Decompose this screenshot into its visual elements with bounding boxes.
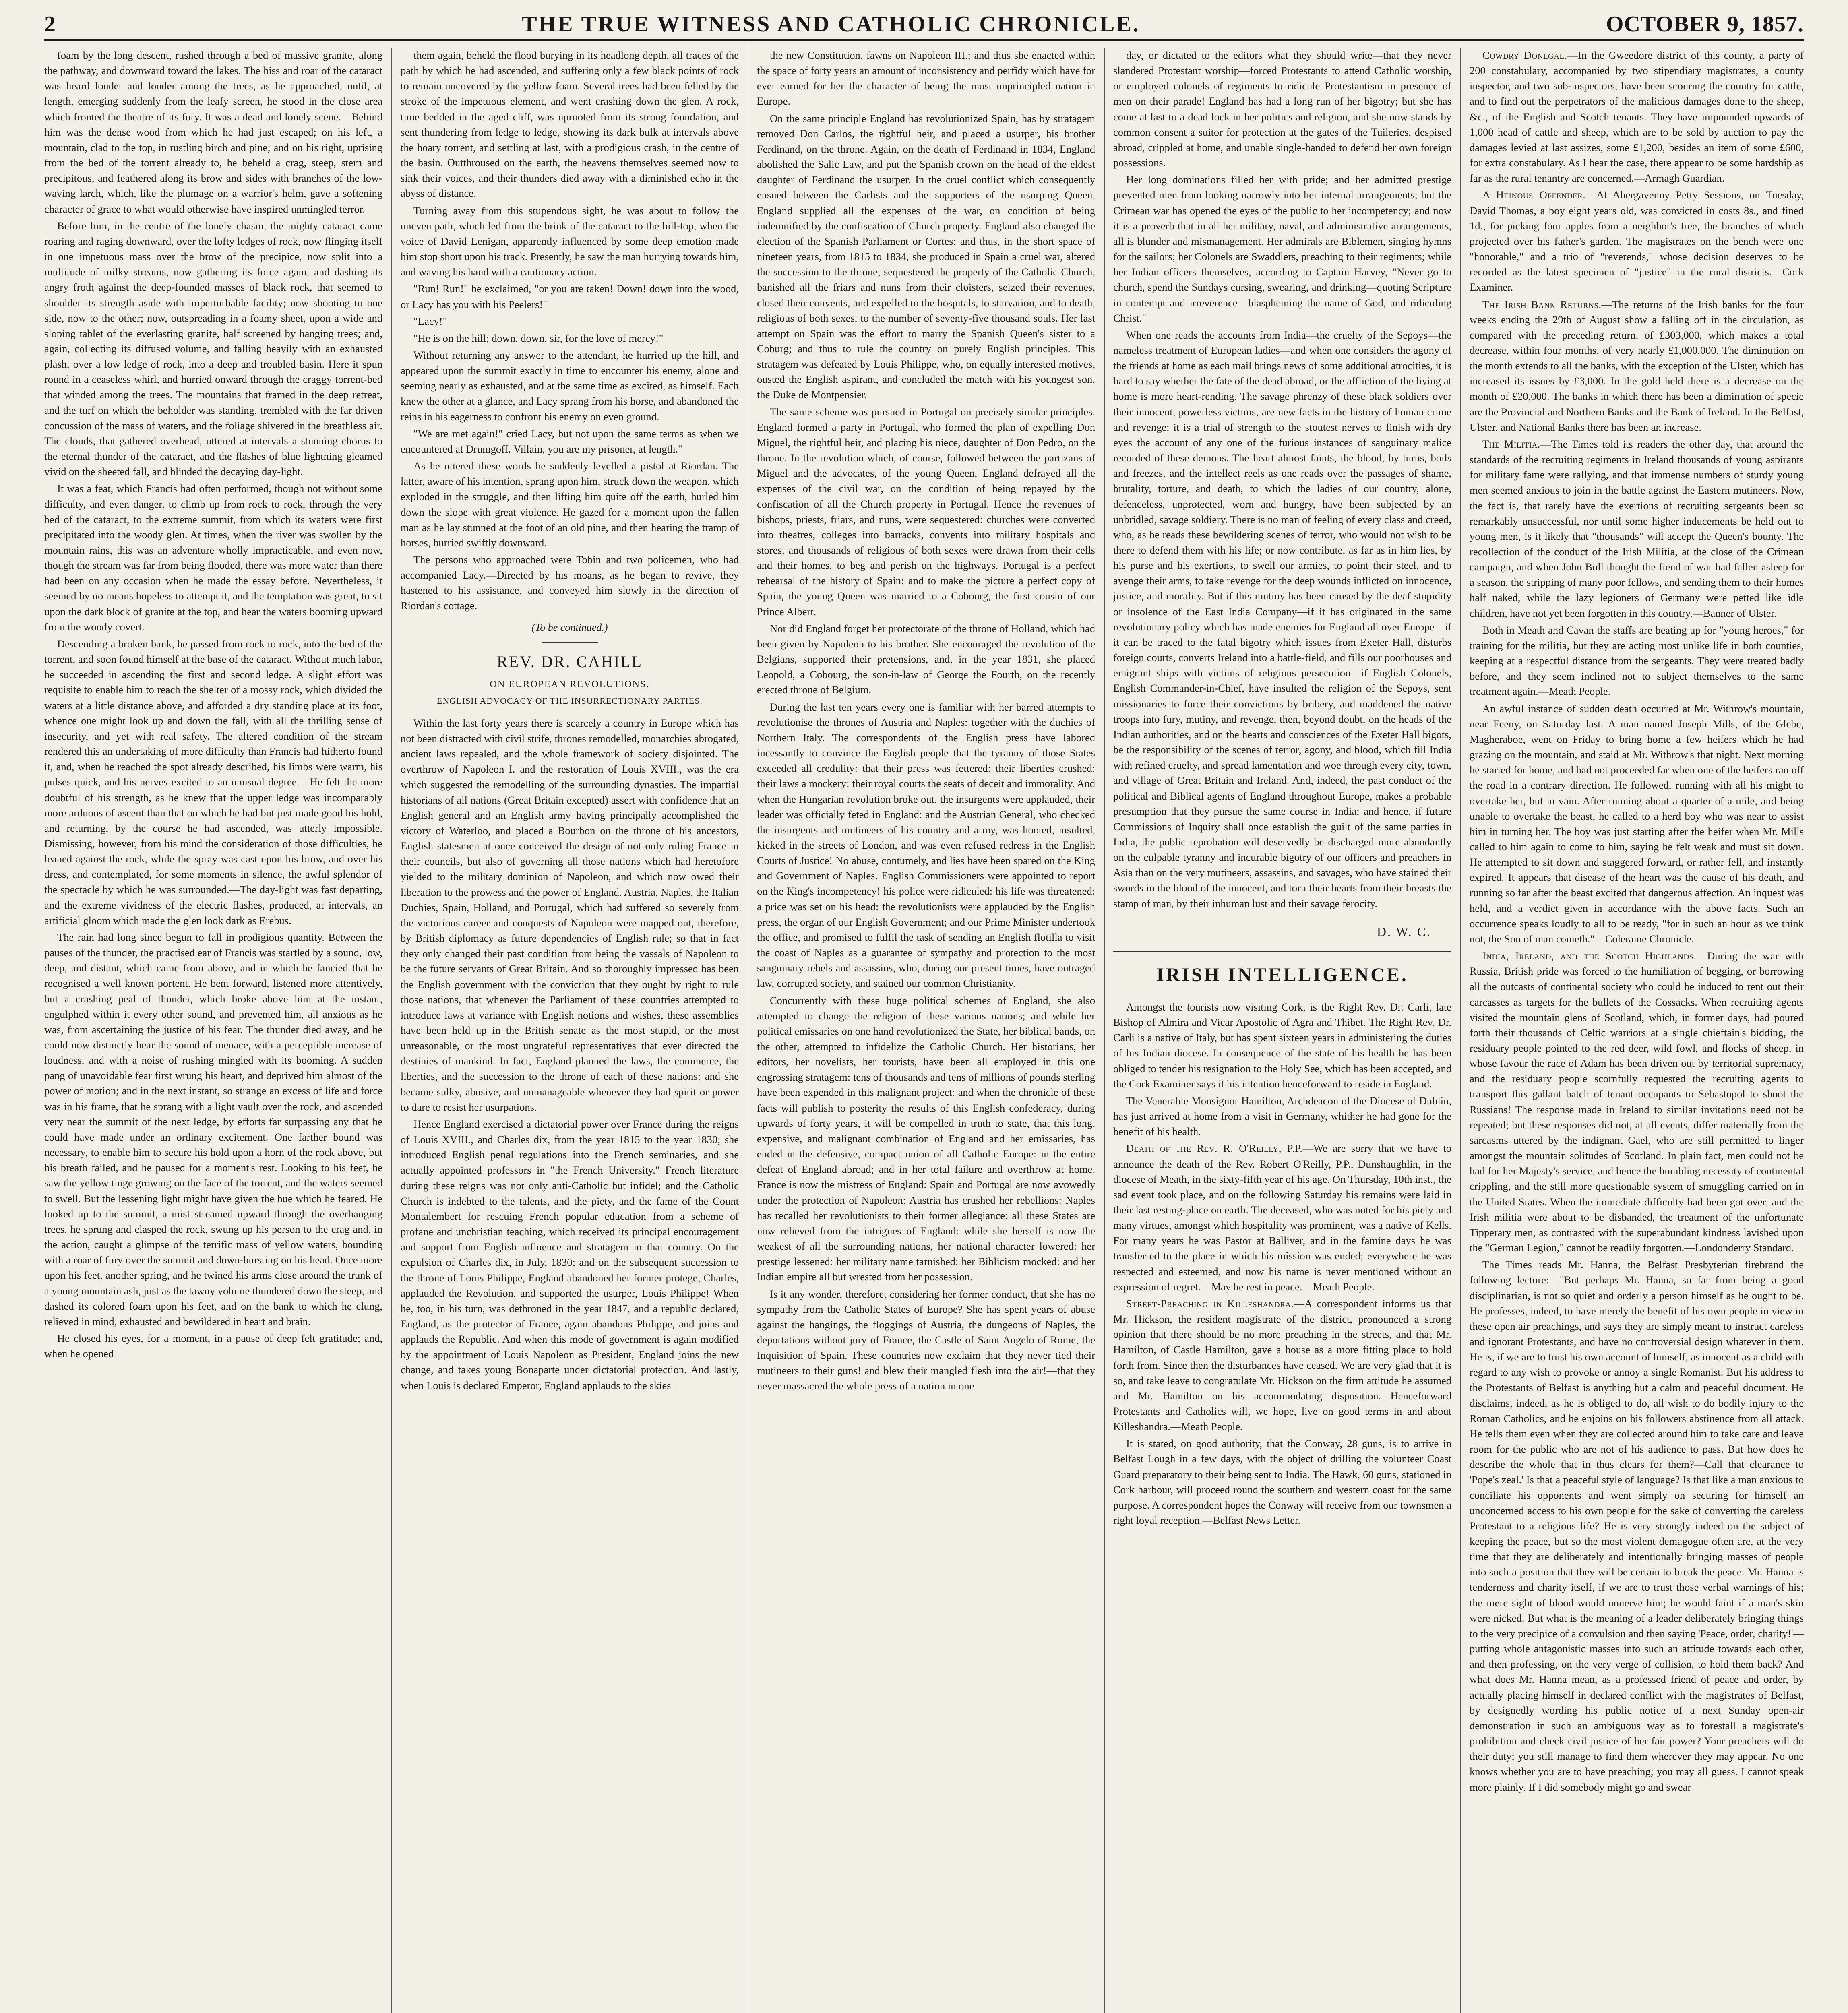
article-paragraph: Descending a broken bank, he passed from rock to rock, into the bed of the torrent, and soon found himself at the base of the cataract. Without much labor, he succeeded in ascending the first and second ledge. A slight effort was requisite to enable him to reach the shelter of a mossy rock, which divided the waters at a little distance above, and afforded a dry standing place at its foot, whence one might look up and down the fall, with all the thrilling sense of insecurity, and yet with real safety. The altered condition of the stream rendered this an undertaking of more difficulty than Francis had hitherto found it, and, when he reached the spot already described, his limbs were warm, his pulses quick, and his nerves excited to an unusual degree.—He felt the more doubtful of his strength, as he knew that the upper ledge was incomparably more arduous of ascent than that on which he had but just made good his hold, and returning, by the course he had ascended, was utterly impossible. Dismissing, however, from his mind the consideration of those difficulties, he leaned against the rock, while the spray was cast upon his brow, and over his dress, and contemplated, for some moments in silence, the awful splendor of the spectacle by which he was surrounded.—The day-light was fast departing, and the extreme vividness of the electric flashes, produced, at intervals, an artificial gloom which made the glen look dark as Erebus. [44,637,382,926]
masthead-title: THE TRUE WITNESS AND CATHOLIC CHRONICLE. [522,12,1140,37]
news-item-title: India, Ireland, and the Scotch Highlands. [1482,950,1697,962]
news-item [1113,1296,1451,1434]
news-item-text: It is stated, on good authority, that the Conway, 28 guns, is to arrive in Belfast Lough in a few days, with the object of drilling the volunteer Coast Guard preparatory to their being sent to India. The Hawk, 60 guns, stationed in Cork harbour, will proceed round the southern and western coast for the same purpose. A correspondent hopes the Conway will receive from our townsmen a right loyal reception.—Belfast News Letter. [1113,1437,1451,1527]
article-paragraph: Nor did England forget her protectorate of the throne of Holland, which had been given by Napoleon to his brother. She encouraged the revolution of the Belgians, supported their pretensions, and, in the year 1831, she placed Leopold, a Cobourg, the son-in-law of George the Fourth, on the recently erected throne of Belgium. [757,622,1095,696]
news-item-text: —A correspondent informs us that Mr. Hickson, the resident magistrate of the district, pronounced a strong opinion that there should be no more preaching in the streets, and that Mr. Hamilton, of Castle Hamilton, gave a house as a more fitting place to hold forth from. Since then the disturbances have ceased. We are very glad that it is so, and take leave to congratulate Mr. Hickson on the firm attitude he assumed and Mr. Hamilton on his accommodating disposition. Henceforward Protestants and Catholics will, we hope, live on good terms in and about Killeshandra.—Meath People. [1113,1297,1451,1433]
article-paragraph: day, or dictated to the editors what they should write—that they never slandered Protestant worship—forced Protestants to attend Catholic worship, or employed colonels of regiments to ridicule Protestantism in presence of men on their parade! England has had a long run of her bigotry; but she has come at last to a dead lock in her politics and religion, and she now stands by common consent a suitor for protection at the gates of the Tuileries, despised abroad, crippled at home, and unable single-handed to defend her own foreign possessions. [1113,49,1451,169]
article-paragraph: When one reads the accounts from India—the cruelty of the Sepoys—the nameless treatment of European ladies—and when one considers the agony of the friends at home as each mail brings news of some additional atrocities, it is hard to say whether the fate of the dead abroad, or the affliction of the living at home is more heart-rending. The savage phrenzy of these black soldiers over their innocent, powerless victims, are new facts in the history of human crime and revenge; it is a trial of strength to the stoutest nerves to finish with dry eyes the account of any one of the furious instances of sanguinary malice recorded of these demons. The heart almost faints, the blood, by turns, boils and freezes, and the intellect reels as one reads over the passages of shame, brutality, torture, and death, to which the ladies of our country, alone, defenceless, unprotected, worn and hungry, have been subjected by an unbridled, savage soldiery. There is no man of feeling of every class and creed, who, as he reads these bewildering scenes of terror, who would not wish to be there to defend them with his life; or now contribute, as far as in him lies, by his purse and his exertions, to swell our armies, to point their steel, and to avenge their arms, to take revenge for the deep wounds inflicted on innocence, justice, and morality. But if this mutiny has been caused by the deaf stupidity or insolence of the East India Company—if it has originated in the same revolutionary policy which has made enemies for England all over Europe—if it can be traced to the fatal bigotry which issues from Exeter Hall, disturbs foreign courts, converts Ireland into a battle-field, and fills our poorhouses and emigrant ships with victims of religious persecution—if English Colonels, English Commander-in-Chief, have insulted the religion of the Sepoys, sent missionaries to force their convictions by bribery, and maddened the native troops into fury, mutiny, and revenge, then, beyond doubt, on the heads of the Indian authorities, and on the hearts and consciences of the Exeter Hall bigots, be the responsibility of the scenes of terror, agony, and blood, which fill India with refined cruelty, and spread lamentation and woe through every city, town, and village of Great Britain and Ireland. And, indeed, the past conduct of the political and Biblical agents of England throughout Europe, makes a probable presumption that they pursue the same course in India; and hence, if future Commissions of Inquiry shall once establish the guilt of the same parties in India, the public reprobation will deservedly be discharged more abundantly on the culpable tyranny and incurable bigotry of our officers and preachers in Asia than on the very mutineers, assassins, and savages, who have stained their swords in the blood of the innocent, and torn their hearts from their breasts the stamp of man, by their inhuman lust and their savage ferocity. [1113,329,1451,909]
news-item-title: Street-Preaching in Killeshandra. [1126,1297,1294,1310]
column-5 [1470,48,1804,2013]
news-item [1470,297,1804,435]
article-paragraph: During the last ten years every one is familiar with her barred attempts to revolutionise the thrones of Austria and Naples: together with the duchies of Northern Italy. The correspondents of the English press have labored incessantly to convince the English people that the tyranny of those States exceeded all credulity: that their press was fettered: their liberties crushed: their laws a mockery: their royal courts the seats of deceit and immorality. And when the Hungarian revolution broke out, the insurgents were applauded, their leader was officially feted in England: and the Austrian General, who checked the insurgents and mutineers of his country and army, was hooted, insulted, kicked in the streets of London, and was even refused redress in the English Courts of Justice! No abuse, contumely, and lies have been spared on the King and Government of Naples. English Commissioners were appointed to report on the King's incompetency! his police were ridiculed: his life was threatened: a price was set on his head: the revolutionists were applauded by the English press, the organ of our English Government; and our Prime Minister undertook the office, and promised to fulfil the task of sending an English flotilla to visit the coast of Naples as a guarantee of sympathy and protection to the most sanguinary rebels and assassins, who, during our present times, have outraged law, corrupted society, and stained our common Christianity. [757,701,1095,990]
news-item [1113,1093,1451,1139]
article-paragraph: Concurrently with these huge political schemes of England, she also attempted to change the religion of these various nations; and while her political emissaries on one hand revolutionized the State, her biblical bands, on the other, attempted to infidelize the Catholic Church. Her historians, her editors, her novelists, her tourists, have been all employed in this one engrossing stratagem: tens of thousands and tens of millions of pounds sterling have been expended in this malignant project: and when the chronicle of these facts will publish to posterity the results of this English confederacy, during upwards of forty years, it will be compelled in truth to state, that this long, expensive, and malignant combination of England and her emissaries, has ended in the defensive, compact union of all Catholic Europe: in the entire defeat of England abroad; and in her total failure and overthrow at home. France is now the mistress of England: Spain and Portugal are now avowedly under the protection of Napoleon: Austria has crushed her rebellions: Naples has recalled her revolutionists to their former allegiance: all these States are now relieved from the intrigues of England: while she herself is now the weakest of all the surrounding nations, her national character lowered: her prestige lessened: her military name tarnished: her Biblicism mocked: and her Indian empire all but wrested from her possession. [757,994,1095,1283]
signature: D. W. C. [1377,924,1431,939]
news-item [1470,187,1804,295]
article-paragraph: The same scheme was pursued in Portugal on precisely similar principles. England formed a party in Portugal, who formed the plan of expelling Don Miguel, the rightful heir, and placing his niece, daughter of Don Pedro, on the throne. In the revolution which, of course, followed between the partizans of Miguel and the advocates, of the young Queen, England defrayed all the expenses of the civil war, on the condition of being repayed by the confiscation of all the Church property in Portugal. Hence the revenues of bishops, priests, friars, and nuns, were sequestered: churches were converted into theatres, colleges into barracks, convents into military hospitals and stores, and thousands of religious of both sexes were drawn from their cells and their homes, to beg and perish on the highways. Portugal is a perfect rehearsal of the history of Spain: and to make the picture a perfect copy of Spain, the young Queen was married to a Cobourg, the first cousin of our Prince Albert. [757,405,1095,618]
column-4 [1113,48,1451,2013]
article-paragraph: them again, beheld the flood burying in its headlong depth, all traces of the path by which he had ascended, and suffering only a few black points of rock to remain uncovered by the yellow foam. Several trees had been felled by the stroke of the impetuous element, and went crashing down the glen. A rock, time bedded in the aged cliff, was uprooted from its strong foundation, and sent thundering from ledge to ledge, showing its dark bulk at intervals above the hoary torrent, and settling at last, with a prodigious crash, in the centre of the basin. Outthroused on the earth, the heavens themselves seemed now to sink their voices, and their thunders died away with a diminished echo in the abyss of distance. [401,49,739,200]
article-paragraph: On the same principle England has revolutionized Spain, has by stratagem removed Don Carlos, the rightful heir, and placed a usurper, his brother Ferdinand, on the throne. Again, on the death of Ferdinand in 1834, England abolished the Salic Law, and put the Spanish crown on the head of the eldest daughter of Ferdinand the usurper. In the cruel conflict which consequently ensued between the Carlists and the supporters of the usurping Queen, England supplied all the expenses of the war, on condition of being indemnified by the confiscation of Church property. England also changed the election of the Spanish Parliament or Cortes; and thus, in the short space of nineteen years, from 1815 to 1834, she produced in Spain a cruel war, altered the succession to the throne, sequestered the property of the Catholic Church, banished all the friars and nuns from their cloisters, seized their revenues, closed their convents, and expelled to the hospitals, to starvation, and to death, religious of both sexes, to the number of seventy-five thousand souls. Her last attempt on Spain was the effort to marry the Spanish Queen's sister to a Coburg; and thus to rule the country on purely English principles. This stratagem was defeated by Louis Philippe, who, on equally interested motives, ousted the English aspirant, and concluded the match with his youngest son, the Duke de Montpensier. [757,112,1095,401]
article-paragraph: The persons who approached were Tobin and two policemen, who had accompanied Lacy.—Directed by his moans, as he began to revive, they hastened to his assistance, and conveyed him slowly in the direction of Riordan's cottage. [401,554,739,612]
article-paragraph: Is it any wonder, therefore, considering her former conduct, that she has no sympathy from the Catholic States of Europe? She has spent years of abuse against the hangings, the floggings of Austria, the dungeons of Naples, the deportations without jury of France, the Castle of Saint Angelo of Rome, the Inquisition of Spain. These countries now exclaim that they never tied their mutineers to their guns! and blew their mangled flesh into the air!—that they never massacred the whole press of a nation in one [757,1288,1095,1392]
news-item [1113,1141,1451,1294]
news-item-text: Amongst the tourists now visiting Cork, is the Right Rev. Dr. Carli, late Bishop of Almira and Vicar Apostolic of Agra and Thibet. The Right Rev. Dr. Carli is a native of Italy, but has spent sixteen years in administering the duties of his Indian diocese. In consequence of the state of his health he has been obliged to tender his resignation to the Holy See, which has been accepted, and the Cork Examiner says it his intention henceforward to reside in England. [1113,1000,1451,1090]
news-item-text: —During the war with Russia, British pride was forced to the humiliation of begging, or borrowing all the outcasts of continental society who could be induced to rent out their carcasses as targets for the bullets of the Cossacks. When recruiting agents visited the mountain glens of Scotland, which, in former days, had poured forth their thousands of Celtic warriors at a single chieftain's bidding, the residuary people pointed to the red deer, wild fowl, and flocks of sheep, in whose favour the race of Adam has been driven out by territorial supremacy, and the residuary people scornfully requested the recruiting agents to transport this gallant batch of tenant occupants to Sebastopol to shoot the Russians! The response made in Ireland to similar invitations need not be repeated; but these responses did not, at all events, differ materially from the sarcasms uttered by the indignant Gael, who are still permitted to linger amongst the mountain solitudes of Scotland. In plain fact, men could not be had for her Majesty's service, and hence the humbling necessity of continental crippling, and the still more questionable system of smuggling carried on in the United States. When the immediate difficulty had been got over, and the Irish militia were about to be disbanded, the treatment of the unfortunate Tipperary men, as contrasted with the superabundant kindness lavished upon the "German Legion," cannot be readily forgotten.—Londonderry Standard. [1470,950,1804,1254]
article-paragraph: Within the last forty years there is scarcely a country in Europe which has not been distracted with civil strife, thrones remodelled, monarchies abrogated, ancient laws repealed, and the whole framework of society disjointed. The overthrow of Napoleon I. and the restoration of Louis XVIII., was the era which suggested the remodelling of the surrounding dynasties. The impartial historians of all nations (Great Britain excepted) assert with confidence that an English general and an English army having principally accomplished the victory of Waterloo, and placed a Bourbon on the throne of his ancestors, English statesmen at once conceived the design of not only ruling France in their councils, but also of governing all those nations which had heretofore yielded to the military dominion of Napoleon, and which now owed their liberation to the prowess and the power of England. Austria, Naples, the Italian Duchies, Spain, Holland, and Portugal, which had suffered so severely from the victorious career and conquests of Napoleon were mapped out, therefore, by British diplomacy as future dependencies of English rule; so that in fact they only changed their past condition from being the vassals of Napoleon to be the future servants of Great Britain. And so thoroughly impressed has been the English government with the conviction that they ought by right to rule those nations, that whenever the Parliament of these countries attempted to introduce laws at variance with English notions and wishes, these assemblies have been held up in the British senate as the most stupid, or the most unreasonable, or the most ungrateful representatives that ever directed the destinies of mankind. In fact, England planned the laws, the commerce, the liberties, and the succession to the throne of each of these nations: and she became sulky, abusive, and unmanageable whenever they had spirit or power to dare to resist her usurpations. [401,717,739,1113]
column-1 [44,48,382,2013]
article-paragraph: "He is on the hill; down, down, sir, for the love of mercy!" [413,332,664,344]
article-subtitle: ON EUROPEAN REVOLUTIONS. [490,679,650,690]
news-item [1470,1257,1804,1794]
news-item [1113,1436,1451,1528]
news-item [1470,48,1804,186]
news-item [1470,701,1804,947]
news-item [1470,622,1804,699]
article-paragraph: Her long dominations filled her with pride; and her admitted prestige prevented men from looking narrowly into her internal arrangements; but the Crimean war has opened the eyes of the public to her incompetency; and now it is a proverb that in all her military, naval, and administrative arrangements, all is blunder and mismanagement. Her admirals are Biblemen, singing hymns for the sailors; her Colonels are Swaddlers, preaching to their regiments; while her Indian officers themselves, according to Captain Harvey, "Never go to church, spend the Sundays cursing, swearing, and drinking—quoting Scripture in contempt and irreverence—blaspheming the name of God, and ridiculing Christ." [1113,174,1451,324]
news-item-title: Death of the Rev. R. O'Reilly, P.P. [1126,1142,1303,1155]
article-paragraph: foam by the long descent, rushed through a bed of massive granite, along the pathway, and downward toward the lakes. The hiss and roar of the cataract was heard louder and louder among the trees, as he approached, until, at length, emerging suddenly from the leafy screen, he stood in the close area which fronted the theatre of its fury. It was a dead and lonely scene.—Behind him was the dense wood from which he had just escaped; on his left, a mountain, clad to the top, in rustling birch and pine; and on his right, uprising from the bed of the torrent already to, he beheld a crag, steep, stern and precipitous, and feathered along its brow and sides with branches of the low-waving larch, which, like the plumage on a warrior's helm, gave a softening character of grace to what would otherwise have inspired unmingled terror. [44,49,382,215]
news-item-title: Cowdry Donegal. [1482,49,1567,61]
article-paragraph: the new Constitution, fawns on Napoleon III.; and thus she enacted within the space of forty years an amount of inconsistency and perfidy which have for ever earned for her the character of being the most unprincipled nation in Europe. [757,49,1095,107]
article-paragraph: Turning away from this stupendous sight, he was about to follow the uneven path, which led from the brink of the cataract to the hill-top, when the voice of David Lenigan, apparently influenced by some deep emotion made him stop short upon his track. Presently, he saw the man hurrying towards him, and waving his hand with a cautionary action. [401,204,739,278]
article-paragraph: "We are met again!" cried Lacy, but not upon the same terms as when we encountered at Drumgoff. Villain, you are my prisoner, at length." [401,427,739,455]
news-item [1113,999,1451,1091]
news-item-title: The Militia. [1482,438,1540,450]
column-3 [757,48,1095,2013]
column-2 [401,48,739,2013]
column-rule [391,48,392,2013]
article-deck: ENGLISH ADVOCACY OF THE INSURRECTIONARY PARTIES. [437,696,703,706]
article-paragraph: He closed his eyes, for a moment, in a pause of deep felt gratitude; and, when he opened [44,1332,382,1360]
section-divider [542,642,598,643]
section-rule [1113,951,1451,952]
section-title: IRISH INTELLIGENCE. [1156,964,1408,986]
article-paragraph: As he uttered these words he suddenly levelled a pistol at Riordan. The latter, aware of his intention, sprang upon him, struck down the weapon, which exploded in the struggle, and then lifting him quite off the earth, hurled him down the slope with great violence. He gazed for a moment upon the fallen man as he lay stunned at the foot of an old pine, and then hearing the tramp of horses, hurried swiftly downward. [401,460,739,549]
article-paragraph: Hence England exercised a dictatorial power over France during the reigns of Louis XVIII., and Charles dix, from the year 1815 to the year 1830; she introduced English penal regulations into the French seminaries, and she actually appointed professors in "the French University." French literature during these reigns was not only anti-Catholic but infidel; and the Catholic Church is indebted to the talents, and the piety, and the fame of the Count Montalembert for rescuing French popular education from a scheme of profane and unchristian teaching, which received its principal encouragement and support from English influence and stratagem in that country. On the expulsion of Charles dix, in July, 1830; and on the subsequent succession to the throne of Louis Philippe, England abandoned her former protege, Charles, applauded the Revolution, and supported the usurper, Louis Philippe! When he, too, in his turn, was dethroned in the year 1847, and a republic declared, England, as the protector of France, again abandons Philippe, and joins and applauds the Republic. And when this mode of government is again modified by the appointment of Louis Napoleon as President, England joins the new change, and takes young Bonaparte under dictatorial protection. And lastly, when Louis is declared Emperor, England applauds to the skies [401,1118,739,1391]
article-paragraph: "Run! Run!" he exclaimed, "or you are taken! Down! down into the wood, or Lacy has you with his Peelers!" [401,283,739,310]
to-be-continued: (To be continued.) [531,621,608,633]
article-paragraph: It was a feat, which Francis had often performed, though not without some difficulty, and even danger, to climb up from rock to rock, through the very bed of the cataract, to the extreme summit, from which its waters were first precipitated into the woody glen. At times, when the river was swollen by the mountain rains, this was an adventure wholly impracticable, and even now, though the stream was far from being flooded, there was more water than there had been on any occasion when he made the essay before. Nevertheless, it seemed by no means hopeless to attempt it, and the temptation was great, to sit upon the dark block of granite at the top, and hear the waters booming upward from the woody covert. [44,482,382,633]
news-item-text: —The Times told its readers the other day, that around the standards of the recruiting regiments in Ireland thousands of young aspirants for military fame were rallying, and that immense numbers of sturdy young men seemed anxious to join in the battle against the Eastern mutineers. Now, the fact is, that rarely have the exertions of recruiting sergeants been so remarkably unsuccessful, nor until some higher inducements be held out to young men, is it likely that "thousands" will accept the Queen's bounty. The recollection of the conduct of the Irish Militia, at the close of the Crimean campaign, and when John Bull thought the fiend of war had fallen asleep for a season, the stripping of many poor fellows, and sending them to their homes half naked, while the lazy legioners of Germany were petted like idle children, have not yet been forgotten in this country.—Banner of Ulster. [1470,438,1804,619]
news-item-text: Both in Meath and Cavan the staffs are beating up for "young heroes," for training for the militia, but they are acting most unlike life in both counties, keeping at a respectful distance from the sergeants. They were treated badly before, and they seem inclined not to subject themselves to the same treatment again.—Meath People. [1470,624,1804,698]
article-title: REV. DR. CAHILL [496,653,643,671]
news-item-title: A Heinous Offender. [1482,189,1586,201]
column-rule [1460,48,1461,2013]
page-header [44,9,1804,41]
news-item-text: The Times reads Mr. Hanna, the Belfast Presbyterian firebrand the following lecture:—"But perhaps Mr. Hanna, so far from being a good disciplinarian, is not so quiet and orderly a person himself as he ought to be. He professes, indeed, to have merely the benefit of his own people in view in these open air preachings, and says they are simply meant to instruct careless and ignorant Protestants, and have no controversial design whatever in them. He is, if we are to trust his own account of himself, as innocent as a child with regard to any wish to provoke or annoy a single Romanist. But his address to the Protestants of Belfast is anything but a calm and peaceful document. He disclaims, indeed, as he is obliged to do, all wish to do bodily injury to the Roman Catholics, and he enjoins on his followers abstinence from all attack. He tells them even when they are collected around him to take care and leave room for the public who are not of his audience to pass. But how does he describe the whole that in thus clears for them?—Call that clearance to 'Pope's zeal.' Is that a peaceful style of language? Is that like a man anxious to conciliate his opponents and went simply on securing for himself an unconcerned access to his own people for the sake of converting the careless Protestant to a religious life? He is very strongly indeed on the subject of keeping the peace, but so the most violent demagogue often are, at the very time that they are deliberately and intentionally bringing masses of people into such a position that they will be certain to break the peace. Mr. Hanna is tenderness and charity itself, if we are to trust those verbal warnings of his; the mere sight of blood would unnerve him; he would faint if a man's skin were nicked. But what is the meaning of a leader deliberately bringing things to the very precipice of a convulsion and then saying 'Peace, order, charity!'—putting whole antagonistic masses into such an attitude towards each other, and then professing, on the very verge of collision, to hold them back? And what does Mr. Hanna mean, as a professed friend of peace and order, by actually placing himself in declared conflict with the magistrates of Belfast, by designedly wording his public notice of a next Sunday open-air demonstration in such an ambiguous way as to forestall a magistrate's prohibition and check civil justice of her fair power? Your preachers will do their duty; you still manage to find them wherever they may appear. No one knows whether you are to have preaching; you may all guess. I cannot speak more plainly. If I did somebody might go and swear [1470,1259,1804,1793]
news-item [1470,948,1804,1255]
news-item-text: —The returns of the Irish banks for the four weeks ending the 29th of August show a falling off in the circulation, as compared with the preceding return, of £303,000, which makes a total decrease, within four months, of very nearly £1,000,000. The diminution on the month extends to all the banks, with the exception of the Ulster, which has increased its issues by £3,000. In the gold held there is a decrease on the month of £20,000. The banks in which there has been a diminution of specie are the Provincial and Northern Banks and the Bank of Ireland. In the Belfast, Ulster, and National Banks there has been an increase. [1470,298,1804,433]
news-item-text: —In the Gweedore district of this county, a party of 200 constabulary, accompanied by two stipendiary magistrates, a county inspector, and two sub-inspectors, have been scouring the country for cattle, and to find out the perpetrators of the malicious damages done to the sheep, &c., of the English and Scotch tenants. They have impounded upwards of 1,000 head of cattle and sheep, which are to be sold by auction to pay the damages levied at last assizes, some £1,200, besides an item of some £600, for extra constabulary. As I hear the case, there appear to be some hardship as far as the rural tenantry are concerned.—Armagh Guardian. [1470,49,1804,184]
page-number: 2 [44,12,56,37]
columns [44,48,1804,2013]
issue-date: OCTOBER 9, 1857. [1606,12,1804,37]
article-paragraph: Without returning any answer to the attendant, he hurried up the hill, and appeared upon the summit exactly in time to encounter his enemy, alone and seeming nearly as exhausted, and at the same time as excited, as himself. Each knew the other at a glance, and Lacy sprang from his horse, and abandoned the reins in his eagerness to confront his enemy on even ground. [401,349,739,423]
news-item-text: —At Abergavenny Petty Sessions, on Tuesday, David Thomas, a boy eight years old, was convicted in costs 8s., and fined 1d., for picking four apples from a neighbor's tree, the branches of which projected over his father's garden. The magistrates on the bench were one "honorable," and a trio of "reverends," whose decision deserves to be recorded as the latest specimen of "justice" in the rural districts.—Cork Examiner. [1470,189,1804,293]
article-paragraph: The rain had long since begun to fall in prodigious quantity. Between the pauses of the thunder, the practised ear of Francis was startled by a sound, low, deep, and distant, which came from above, and in which he fancied that he recognised a well known portent. He bent forward, listened more attentively, but a crashing peal of thunder, which broke above him at the instant, engulphed within it every other sound, and prevented him, all anxious as he was, from ascertaining the justice of his fear. The thunder died away, and he could now distinctly hear the sound of menace, with a perceptible increase of loudness, and with a noise of rushing mingled with its booming. A sudden pang of unavoidable fear first wrung his heart, and deprived him almost of the power of motion; and in the next instant, so strange an excess of life and force was in his frame, that he sprang with a light vault over the rock, and ascended very near the summit of the next ledge, by efforts far surpassing any that he could have made under an ordinary excitement. One farther bound was necessary, to enable him to secure his hold upon a horn of the rock above, but his breath failed, and he paused for a moment's rest. Looking to his feet, he saw the yellow tinge growing on the face of the torrent, and the waters seemed to swell. But the lessening light might have given the hue which he feared. He looked up to the summit, a mist streamed upward through the overhanging trees, he sprung and clasped the rock, swung up his person to the crag and, in the action, caught a glimpse of the terrific mass of yellow waters, bounding with a roar of fury over the summit and down-bursting on his head. Once more upon his feet, another spring, and he twined his arms close around the trunk of a young mountain ash, just as the tawny volume thundered down the steep, and dashed its colored foam upon his feet, and on the bank to which he clung, relieved in mind, exhausted and bewildered in heart and brain. [44,931,382,1327]
news-item [1470,436,1804,621]
news-item-title: The Irish Bank Returns. [1482,298,1602,310]
column-rule [1104,48,1105,2013]
news-item-text: An awful instance of sudden death occurred at Mr. Withrow's mountain, near Feeny, on Saturday last. A man named Joseph Mills, of the Glebe, Magheraboe, went on Friday to bring home a few heifers which he had grazing on the mountain, and staid at Mr. Withrow's that night. Next morning he started for home, and had not proceeded far when one of the heifers ran off the road in a contrary direction. He followed, running with all his might to overtake her, but in vain. After running about a quarter of a mile, and being unable to overtake the beast, he called to a herd boy who was near to assist him in turning her. The boy was just starting after the heifer when Mr. Mills called to him again to come to him, saying he felt weak and must sit down. He attempted to sit down and staggered forward, or rather fell, and instantly expired. It appears that disease of the heart was the cause of his death, and running so far after the beast excited that dangerous affection. An inquest was held, and a verdict given in accordance with the above facts. Such an occurrence speaks loudly to all to be ready, "for in such an hour as we think not, the Son of man cometh."—Coleraine Chronicle. [1470,702,1804,945]
article-paragraph: "Lacy!" [413,315,447,327]
article-paragraph: Before him, in the centre of the lonely chasm, the mighty cataract came roaring and raging downward, over the lofty ledges of rock, now flinging itself in one impetuous mass over the brow of the precipice, now split into a multitude of milky streams, now gathering its force again, and dashing its angry froth against the deep-founded masses of black rock, that seemed to shoulder its strength aside with imperturbable facility; now shooting to one side, now to the other; now, outspreading in a foamy sheet, upon a wide and sloping tablet of the everlasting granite, half screened by hanging trees; and, again, collecting its diffused volume, and falling heavily with an exhausted plash, over a low ledge of rock, into a deep and troubled basin. Here it spun round in a ceaseless whirl, and hurried onward through the craggy torrent-bed that winded among the trees. The mountains that framed in the deep retreat, and the turf on which the beholder was standing, trembled with the far driven concussion of the mass of waters, and the foliage shivered in the breathless air. The clouds, that gathered overhead, uttered at intervals a stunning chorus to the eternal thunder of the cataract, and the flashes of blue lightning gleamed vivid on the sheeted fall, and blinded the decaying day-light. [44,219,382,478]
news-item-text: —We are sorry that we have to announce the death of the Rev. Robert O'Reilly, P.P., Dunshaughlin, in the diocese of Meath, in the sixty-fifth year of his age. On Thursday, 10th inst., the sad event took place, and on the following Saturday his remains were laid in their last resting-place on earth. The deceased, who was noted for his piety and many virtues, amongst which hospitality was prominent, was a native of Kells. For many years he was Pastor at Balliver, and in the famine days he was transferred to the place in which his mission was ended; everywhere he was respected and esteemed, and now his name is never mentioned without an expression of regret.—May he rest in peace.—Meath People. [1113,1142,1451,1293]
news-item-text: The Venerable Monsignor Hamilton, Archdeacon of the Diocese of Dublin, has just arrived at home from a visit in Germany, whither he had gone for the benefit of his health. [1113,1094,1451,1138]
